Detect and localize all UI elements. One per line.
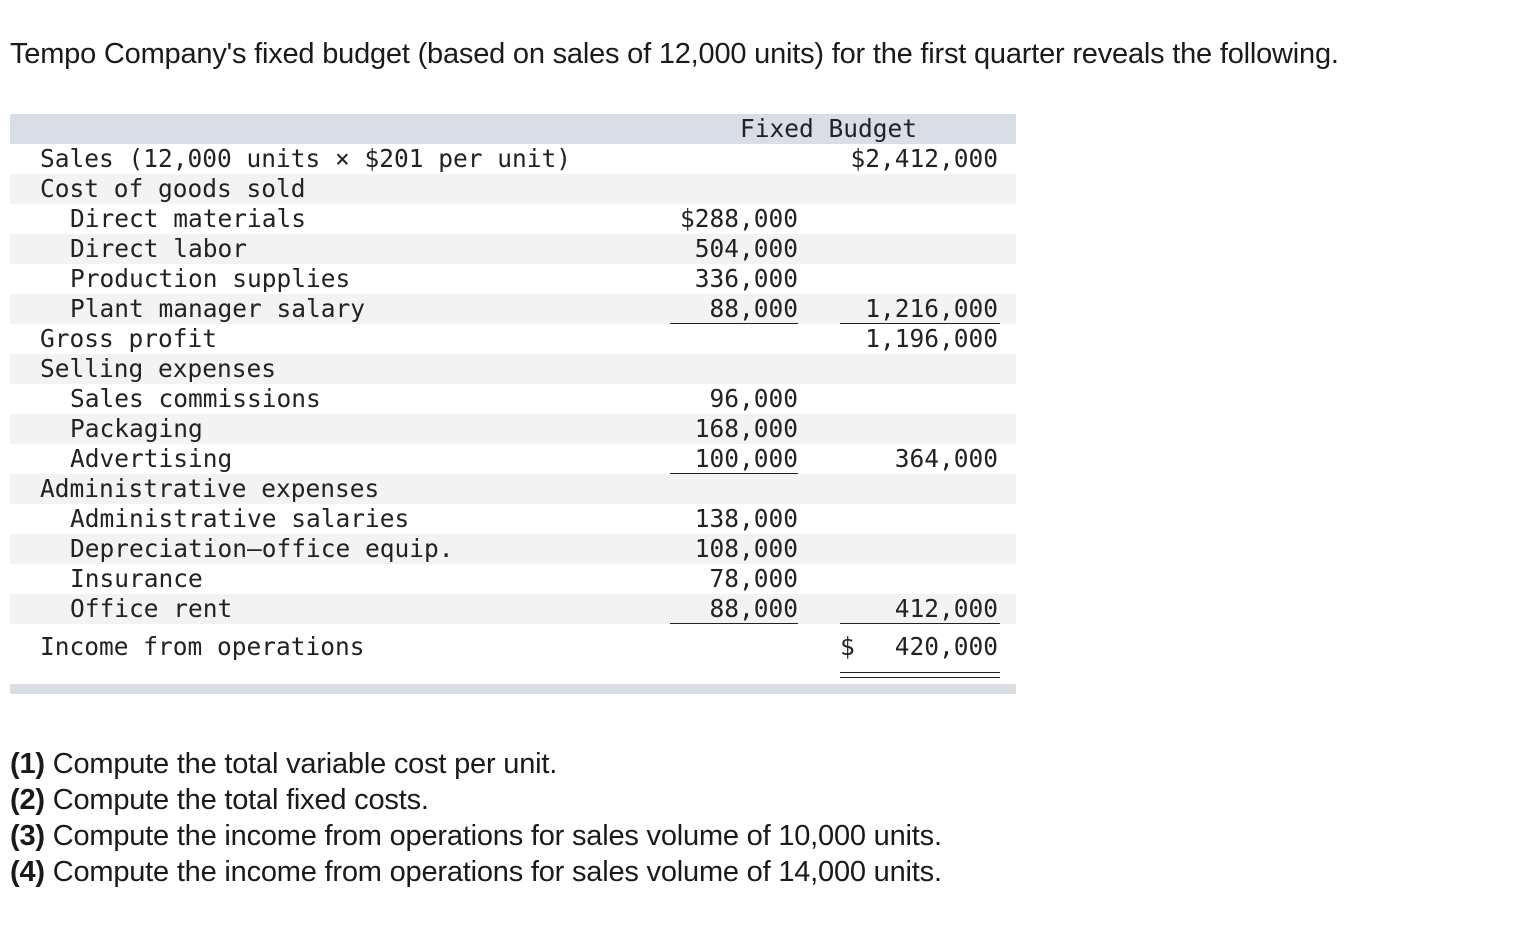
row-label: Direct materials <box>70 204 307 233</box>
row-label: Gross profit <box>40 324 218 353</box>
row-amount: 336,000 <box>694 264 798 293</box>
row-label: Selling expenses <box>40 354 277 383</box>
row-label: Administrative expenses <box>40 474 380 503</box>
table-row-production-supplies <box>10 264 1016 294</box>
row-amount: 100,000 <box>694 444 798 473</box>
table-row-sales-commissions <box>10 384 1016 414</box>
row-total: $2,412,000 <box>850 144 998 173</box>
row-amount: 504,000 <box>694 234 798 263</box>
table-header <box>10 114 1016 144</box>
column-header-fixed-budget: Fixed Budget <box>740 114 918 143</box>
question-number: (4) <box>10 856 45 888</box>
table-row-depreciation-office-equip <box>10 534 1016 564</box>
row-label: Income from operations <box>40 632 365 661</box>
row-label: Sales (12,000 units × $201 per unit) <box>40 144 572 173</box>
table-row-advertising <box>10 444 1016 474</box>
row-amount: $288,000 <box>679 204 798 233</box>
table-row-packaging <box>10 414 1016 444</box>
row-total-value: 420,000 <box>894 632 998 661</box>
question-number: (1) <box>10 748 45 780</box>
question-2 <box>10 782 942 818</box>
row-label: Insurance <box>70 564 203 593</box>
table-row-direct-labor <box>10 234 1016 264</box>
table-row-gross-profit <box>10 324 1016 354</box>
row-amount: 88,000 <box>709 594 798 623</box>
question-number: (2) <box>10 784 45 816</box>
question-text: Compute the income from operations for sales volume of 14,000 units. <box>44 856 942 888</box>
question-list <box>10 746 942 890</box>
row-amount: 138,000 <box>694 504 798 533</box>
row-label: Production supplies <box>70 264 351 293</box>
table-row-plant-manager-salary <box>10 294 1016 324</box>
row-label: Packaging <box>70 414 203 443</box>
row-label: Advertising <box>70 444 233 473</box>
double-underline <box>840 672 1000 678</box>
question-3 <box>10 818 942 854</box>
intro-text: Tempo Company's fixed budget (based on sales of 12,000 units) for the first quarter reveals the following. <box>10 38 1339 70</box>
currency-symbol: $ <box>840 632 855 661</box>
row-label: Direct labor <box>70 234 248 263</box>
table-row-office-rent <box>10 594 1016 624</box>
row-amount: 78,000 <box>709 564 798 593</box>
row-label: Depreciation—office equip. <box>70 534 454 563</box>
fixed-budget-table <box>10 114 1016 694</box>
table-row-selling-expenses <box>10 354 1016 384</box>
row-amount: 168,000 <box>694 414 798 443</box>
row-total: 412,000 <box>894 594 998 623</box>
table-row-income-from-operations <box>10 624 1016 670</box>
row-label: Sales commissions <box>70 384 321 413</box>
table-row-administrative-expenses <box>10 474 1016 504</box>
row-label: Administrative salaries <box>70 504 410 533</box>
question-number: (3) <box>10 820 45 852</box>
row-total: 364,000 <box>894 444 998 473</box>
question-1 <box>10 746 942 782</box>
row-total: 1,216,000 <box>865 294 998 323</box>
question-text: Compute the total variable cost per unit. <box>44 748 558 780</box>
table-row-insurance <box>10 564 1016 594</box>
table-footer <box>10 684 1016 694</box>
question-text: Compute the total fixed costs. <box>44 784 429 816</box>
question-4 <box>10 854 942 890</box>
table-row-sales <box>10 144 1016 174</box>
row-label: Plant manager salary <box>70 294 366 323</box>
row-total: 1,196,000 <box>865 324 998 353</box>
row-amount: 96,000 <box>709 384 798 413</box>
row-label: Cost of goods sold <box>40 174 306 203</box>
table-row-administrative-salaries <box>10 504 1016 534</box>
row-amount: 88,000 <box>709 294 798 323</box>
row-amount: 108,000 <box>694 534 798 563</box>
row-label: Office rent <box>70 594 233 623</box>
table-row-direct-materials <box>10 204 1016 234</box>
row-total <box>840 624 998 670</box>
table-row-cost-of-goods-sold <box>10 174 1016 204</box>
question-text: Compute the income from operations for sales volume of 10,000 units. <box>44 820 942 852</box>
